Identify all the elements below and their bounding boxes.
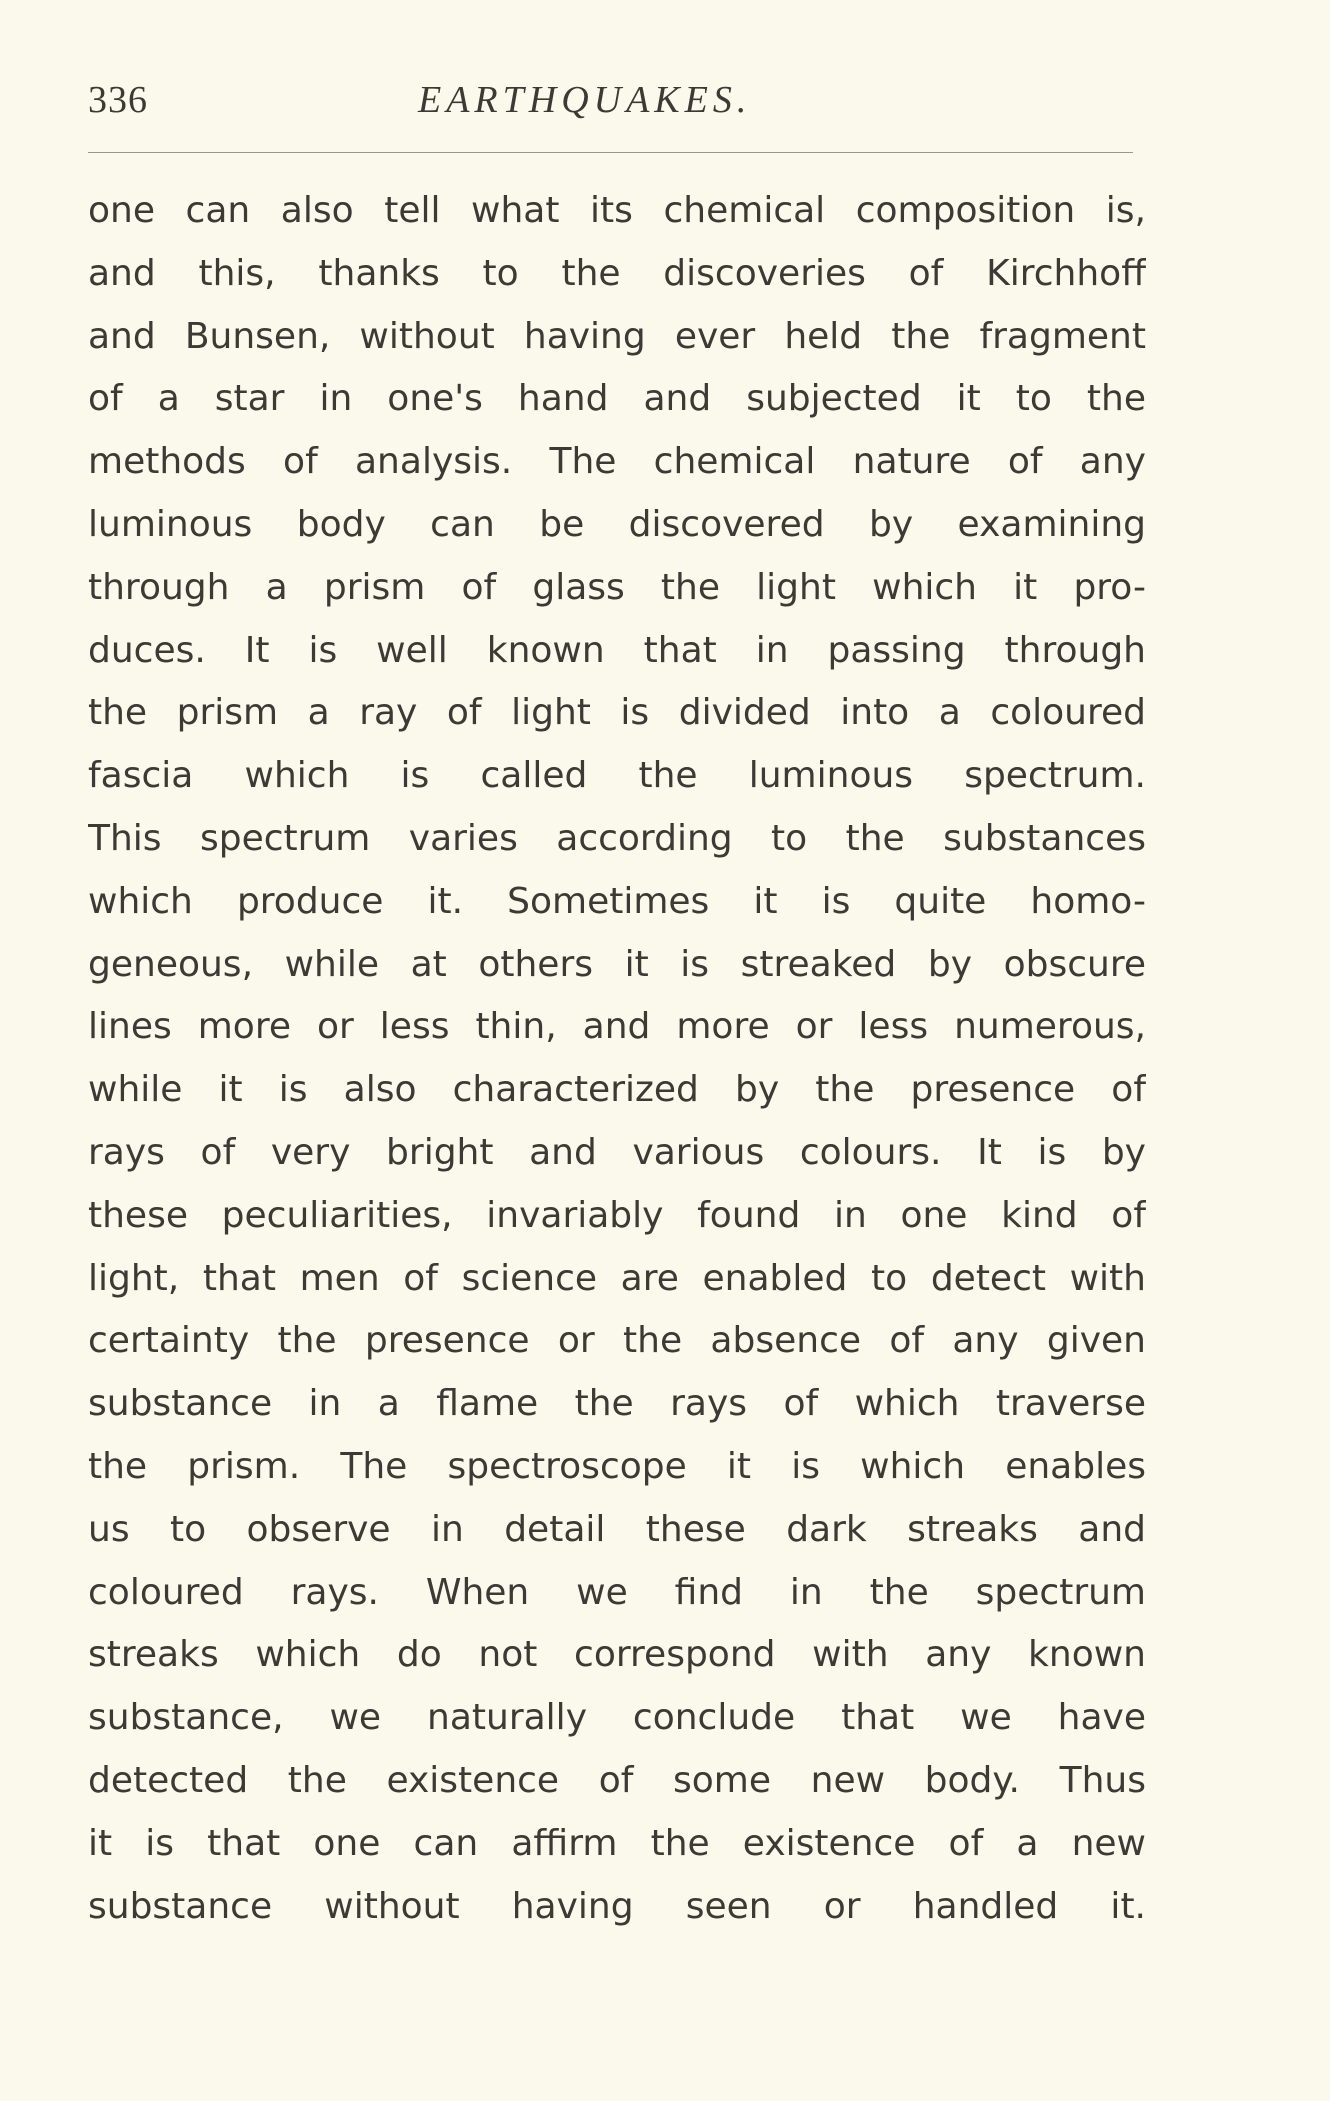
text-line: which produce it. Sometimes it is quite homo- <box>88 880 1146 922</box>
text-line: and Bunsen, without having ever held the fragment <box>88 315 1146 357</box>
text-line: duces. It is well known that in passing through <box>88 629 1146 671</box>
text-line: lines more or less thin, and more or less numerous, <box>88 1006 1146 1048</box>
text-line: of a star in one's hand and subjected it to the <box>88 378 1146 420</box>
text-line: it is that one can affirm the existence of a new <box>88 1822 1146 1864</box>
page-number: 336 <box>88 79 148 121</box>
text-line: coloured rays. When we find in the spectrum <box>88 1571 1146 1613</box>
text-line: these peculiarities, invariably found in one kind of <box>88 1194 1146 1236</box>
text-line: fascia which is called the luminous spectrum. <box>88 755 1146 797</box>
text-line: one can also tell what its chemical composition is, <box>88 190 1146 231</box>
text-line: light, that men of science are enabled to detect with <box>88 1257 1146 1299</box>
text-line: This spectrum varies according to the substances <box>88 817 1146 859</box>
text-line: and this, thanks to the discoveries of Kirchhoff <box>88 252 1146 294</box>
text-line: luminous body can be discovered by examining <box>88 503 1146 545</box>
text-line: rays of very bright and various colours. It is by <box>88 1131 1146 1173</box>
text-line: substance, we naturally conclude that we have <box>88 1697 1146 1739</box>
text-line: us to observe in detail these dark streaks and <box>88 1508 1146 1550</box>
text-line: streaks which do not correspond with any known <box>88 1634 1146 1676</box>
header-rule <box>88 152 1133 153</box>
text-line: substance without having seen or handled it. <box>88 1885 1146 1927</box>
text-line: certainty the presence or the absence of any given <box>88 1320 1146 1362</box>
text-line: detected the existence of some new body. Thus <box>88 1759 1146 1801</box>
page-header <box>88 78 1138 138</box>
text-line: the prism. The spectroscope it is which enables <box>88 1445 1146 1487</box>
text-line: the prism a ray of light is divided into a coloured <box>88 692 1146 734</box>
text-line: while it is also characterized by the presence of <box>88 1069 1146 1111</box>
text-line: substance in a flame the rays of which traverse <box>88 1383 1146 1425</box>
body-text <box>88 180 1146 1938</box>
text-line: geneous, while at others it is streaked by obscure <box>88 943 1146 985</box>
text-line: through a prism of glass the light which it pro- <box>88 566 1146 608</box>
text-line: methods of analysis. The chemical nature of any <box>88 441 1146 483</box>
running-head: EARTHQUAKES. <box>418 79 752 121</box>
